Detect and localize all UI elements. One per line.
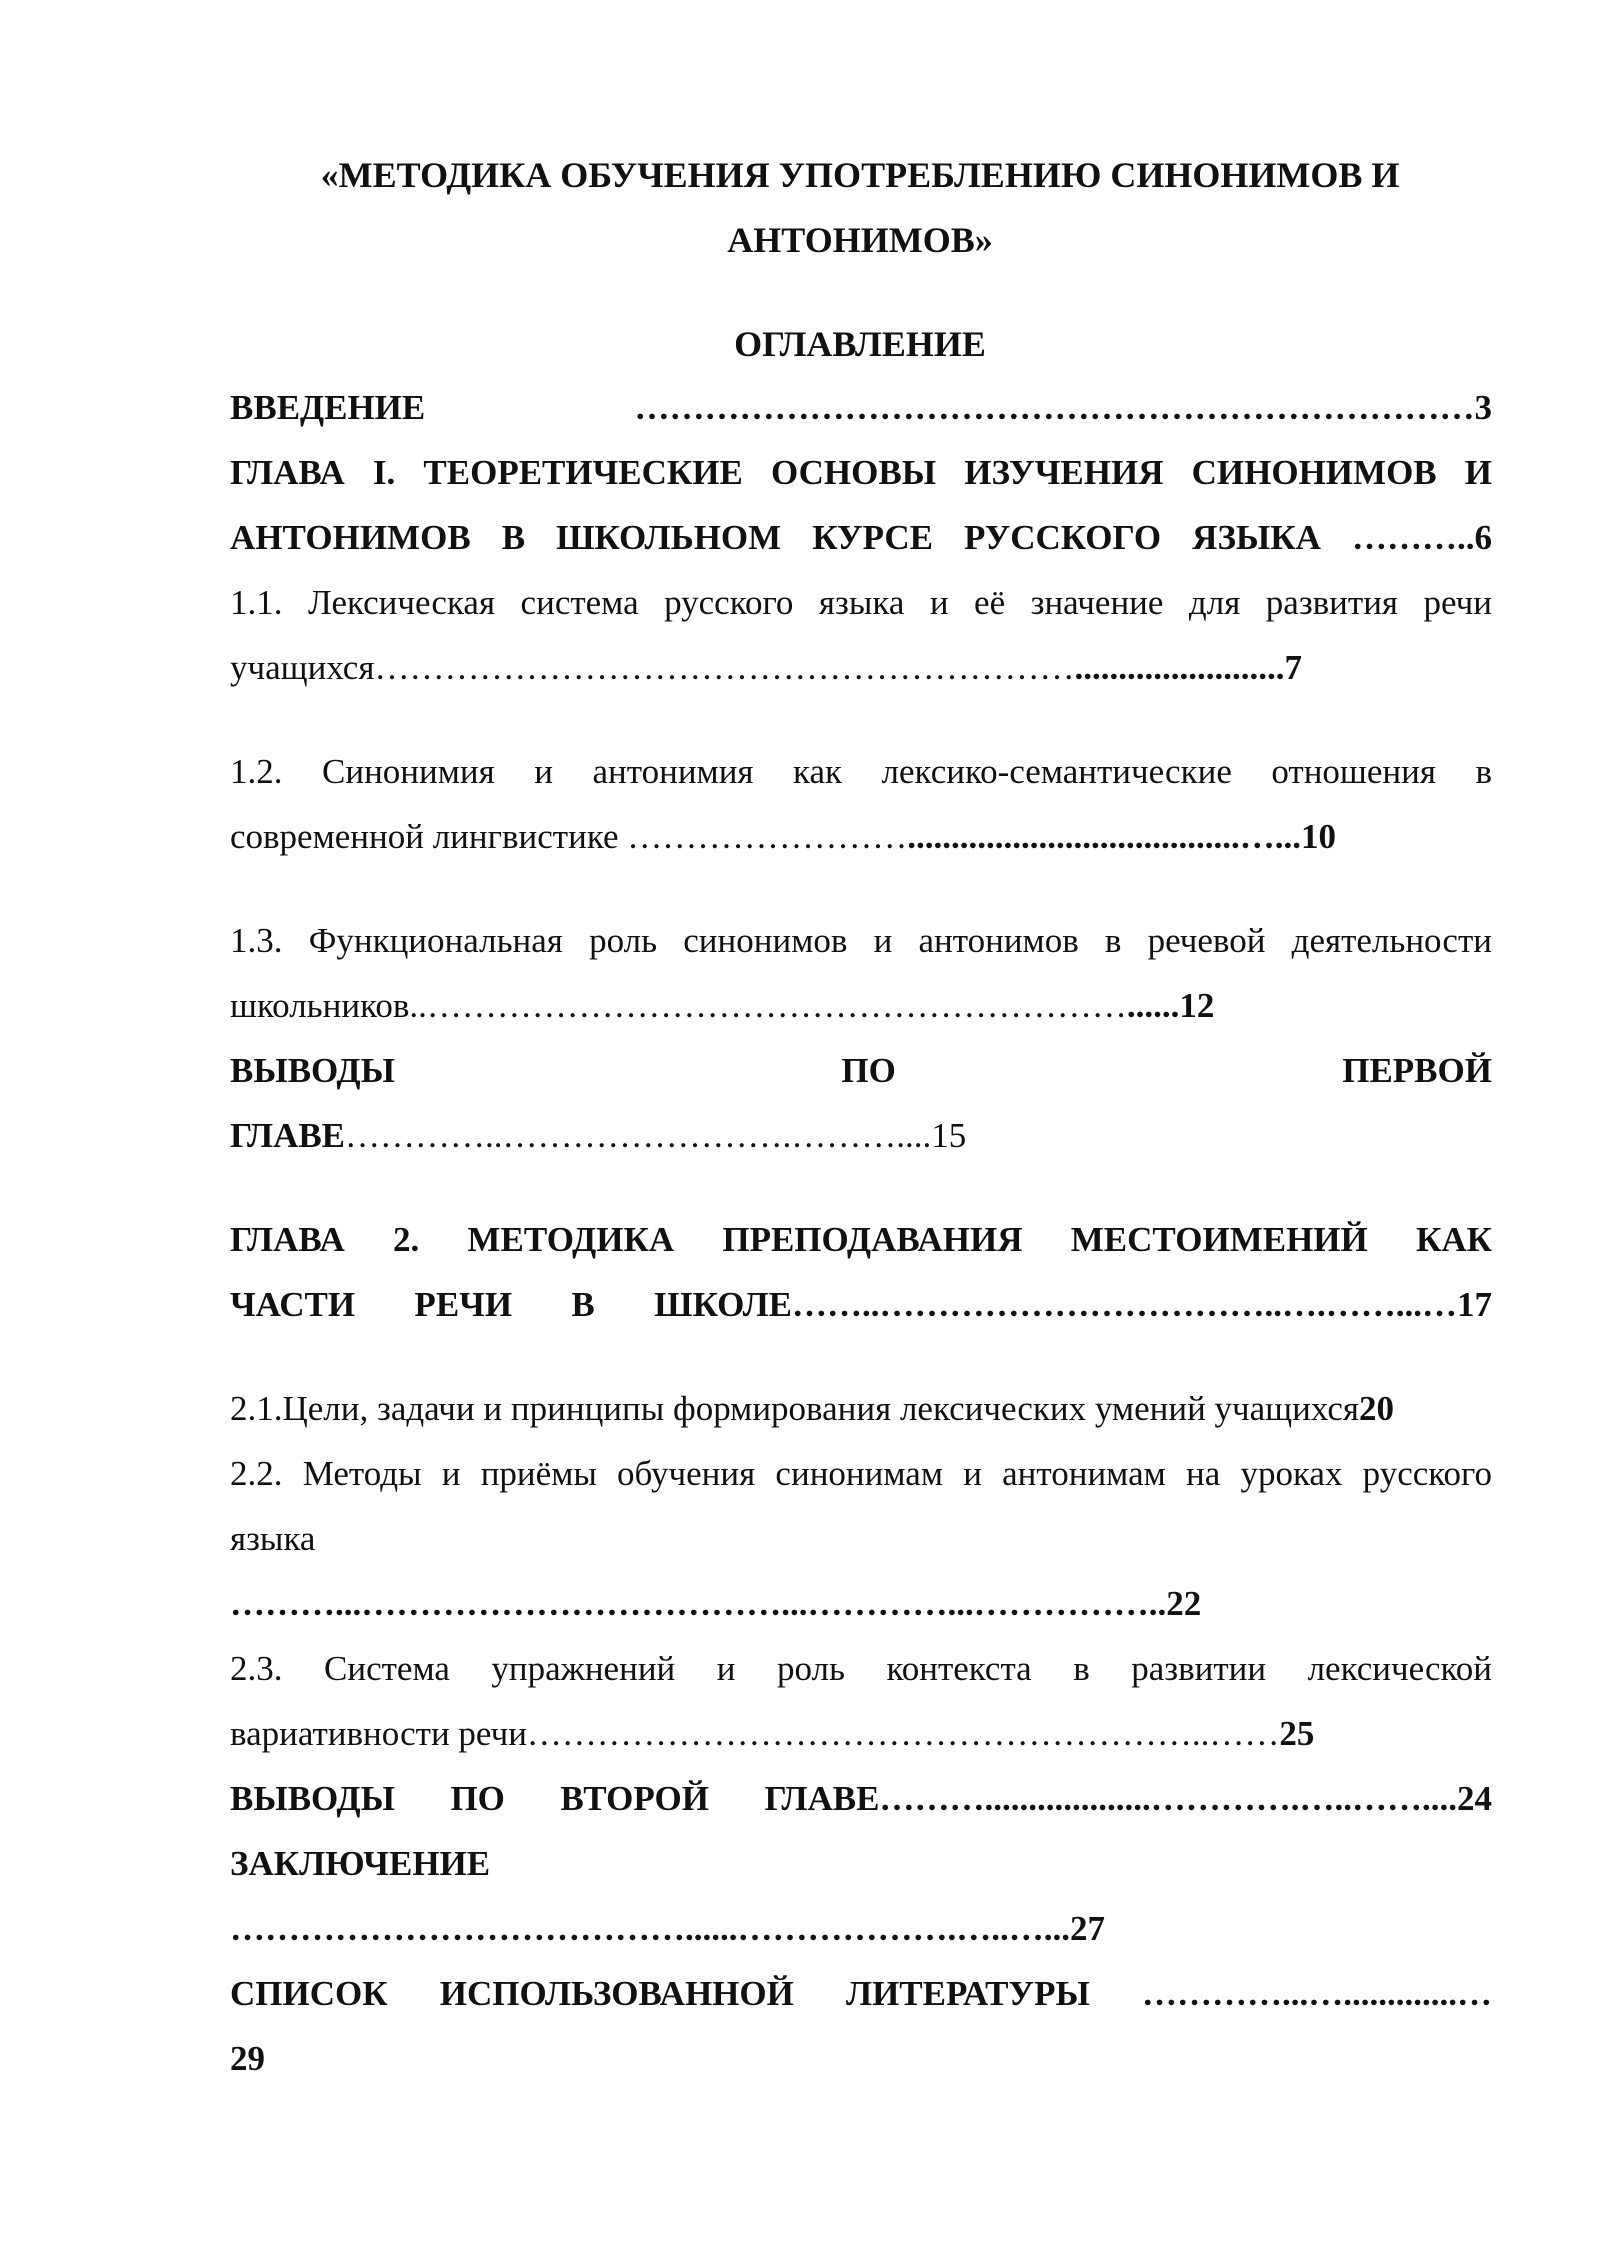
toc-entry-section-2-3-text: вариативности речи…………………………………………………..…… [230, 1714, 1280, 1753]
toc-entry-chapter-2-line-2: ЧАСТИ РЕЧИ В ШКОЛЕ……..……………………………..….……...…17 [230, 1285, 1492, 1324]
chapter-word: ГЛАВЕ [230, 1116, 346, 1155]
toc-entry-section-2-3-line-1: 2.3. Система упражнений и роль контекста в развитии лексической [230, 1649, 1492, 1688]
toc-entry-section-1-2-line-1: 1.2. Синонимия и антонимия как лексико-семантические отношения в [230, 752, 1492, 791]
toc-entry-section-1-3-line-2 [230, 985, 1492, 1027]
toc-entry-references-line-2: 29 [230, 2039, 265, 2078]
toc-entry-section-2-1-text: 2.1.Цели, задачи и принципы формирования лексических умений учащихся [230, 1389, 1359, 1428]
po-word: ПО [841, 1051, 896, 1090]
toc-entry-section-2-2-line-1: 2.2. Методы и приёмы обучения синонимам и антонимам на уроках русского [230, 1454, 1492, 1493]
toc-entry-section-1-3-text: школьников..…………………………………………………… [230, 986, 1127, 1025]
conclusions-word: ВЫВОДЫ [230, 1051, 395, 1090]
toc-entry-chapter-1-conclusions-leader: …………..…………………….………....15 [345, 1116, 967, 1155]
toc-entry-conclusion-line-1: ЗАКЛЮЧЕНИЕ [230, 1844, 491, 1883]
first-word: ПЕРВОЙ [1342, 1051, 1492, 1090]
toc-entry-section-1-1-page: ........................7 [1074, 648, 1302, 687]
document-title-line-1: «МЕТОДИКА ОБУЧЕНИЯ УПОТРЕБЛЕНИЮ СИНОНИМОВ И [320, 155, 1400, 195]
toc-entry-section-1-1-text: учащихся…………………………………………………… [230, 648, 1075, 687]
toc-entry-section-1-3-page: ......12 [1126, 986, 1215, 1025]
toc-entry-chapter-1-line-1: ГЛАВА I. ТЕОРЕТИЧЕСКИЕ ОСНОВЫ ИЗУЧЕНИЯ СИНОНИМОВ И [230, 453, 1492, 492]
toc-entry-section-1-2-text: современной лингвистике …………………… [230, 817, 908, 856]
toc-entry-section-1-3-line-1: 1.3. Функциональная роль синонимов и антонимов в речевой деятельности [230, 921, 1492, 960]
toc-entry-section-1-2-page: ......................................…...10 [907, 817, 1336, 856]
toc-entry-chapter-1-line-2: АНТОНИМОВ В ШКОЛЬНОМ КУРСЕ РУССКОГО ЯЗЫКА ………..6 [230, 518, 1492, 557]
toc-entry-section-2-2-line-2: языка [230, 1519, 316, 1558]
toc-entry-conclusion-line-2: …………………………………......……………….…..…...27 [230, 1909, 1105, 1948]
toc-entry-section-1-1-line-2 [230, 647, 1492, 689]
toc-entry-section-2-1 [230, 1388, 1492, 1430]
toc-entry-section-2-1-page: 20 [1359, 1389, 1394, 1428]
toc-entry-chapter-2-conclusions: ВЫВОДЫ ПО ВТОРОЙ ГЛАВЕ………...................………….…..……....24 [230, 1779, 1492, 1818]
toc-heading: ОГЛАВЛЕНИЕ [734, 324, 986, 364]
toc-entry-section-2-3-line-2 [230, 1713, 1492, 1755]
toc-entry-introduction: ВВЕДЕНИЕ ………………………………………………………………3 [230, 388, 1492, 427]
toc-entry-chapter-1-conclusions-line-2 [230, 1115, 1492, 1157]
toc-entry-section-2-3-page: 25 [1279, 1714, 1315, 1753]
toc-entry-section-1-1-line-1: 1.1. Лексическая система русского языка и её значение для развития речи [230, 583, 1492, 622]
toc-entry-references-line-1: СПИСОК ИСПОЛЬЗОВАННОЙ ЛИТЕРАТУРЫ …………...….............… [230, 1974, 1492, 2013]
toc-entry-section-2-2-line-3: ………...………………………………...…………...……………..22 [230, 1584, 1202, 1623]
document-title-line-2: АНТОНИМОВ» [727, 220, 993, 260]
toc-entry-section-1-2-line-2 [230, 816, 1492, 858]
toc-entry-chapter-2-line-1: ГЛАВА 2. МЕТОДИКА ПРЕПОДАВАНИЯ МЕСТОИМЕНИЙ КАК [230, 1220, 1492, 1259]
toc-entry-chapter-1-conclusions-line-1 [230, 1050, 1492, 1092]
